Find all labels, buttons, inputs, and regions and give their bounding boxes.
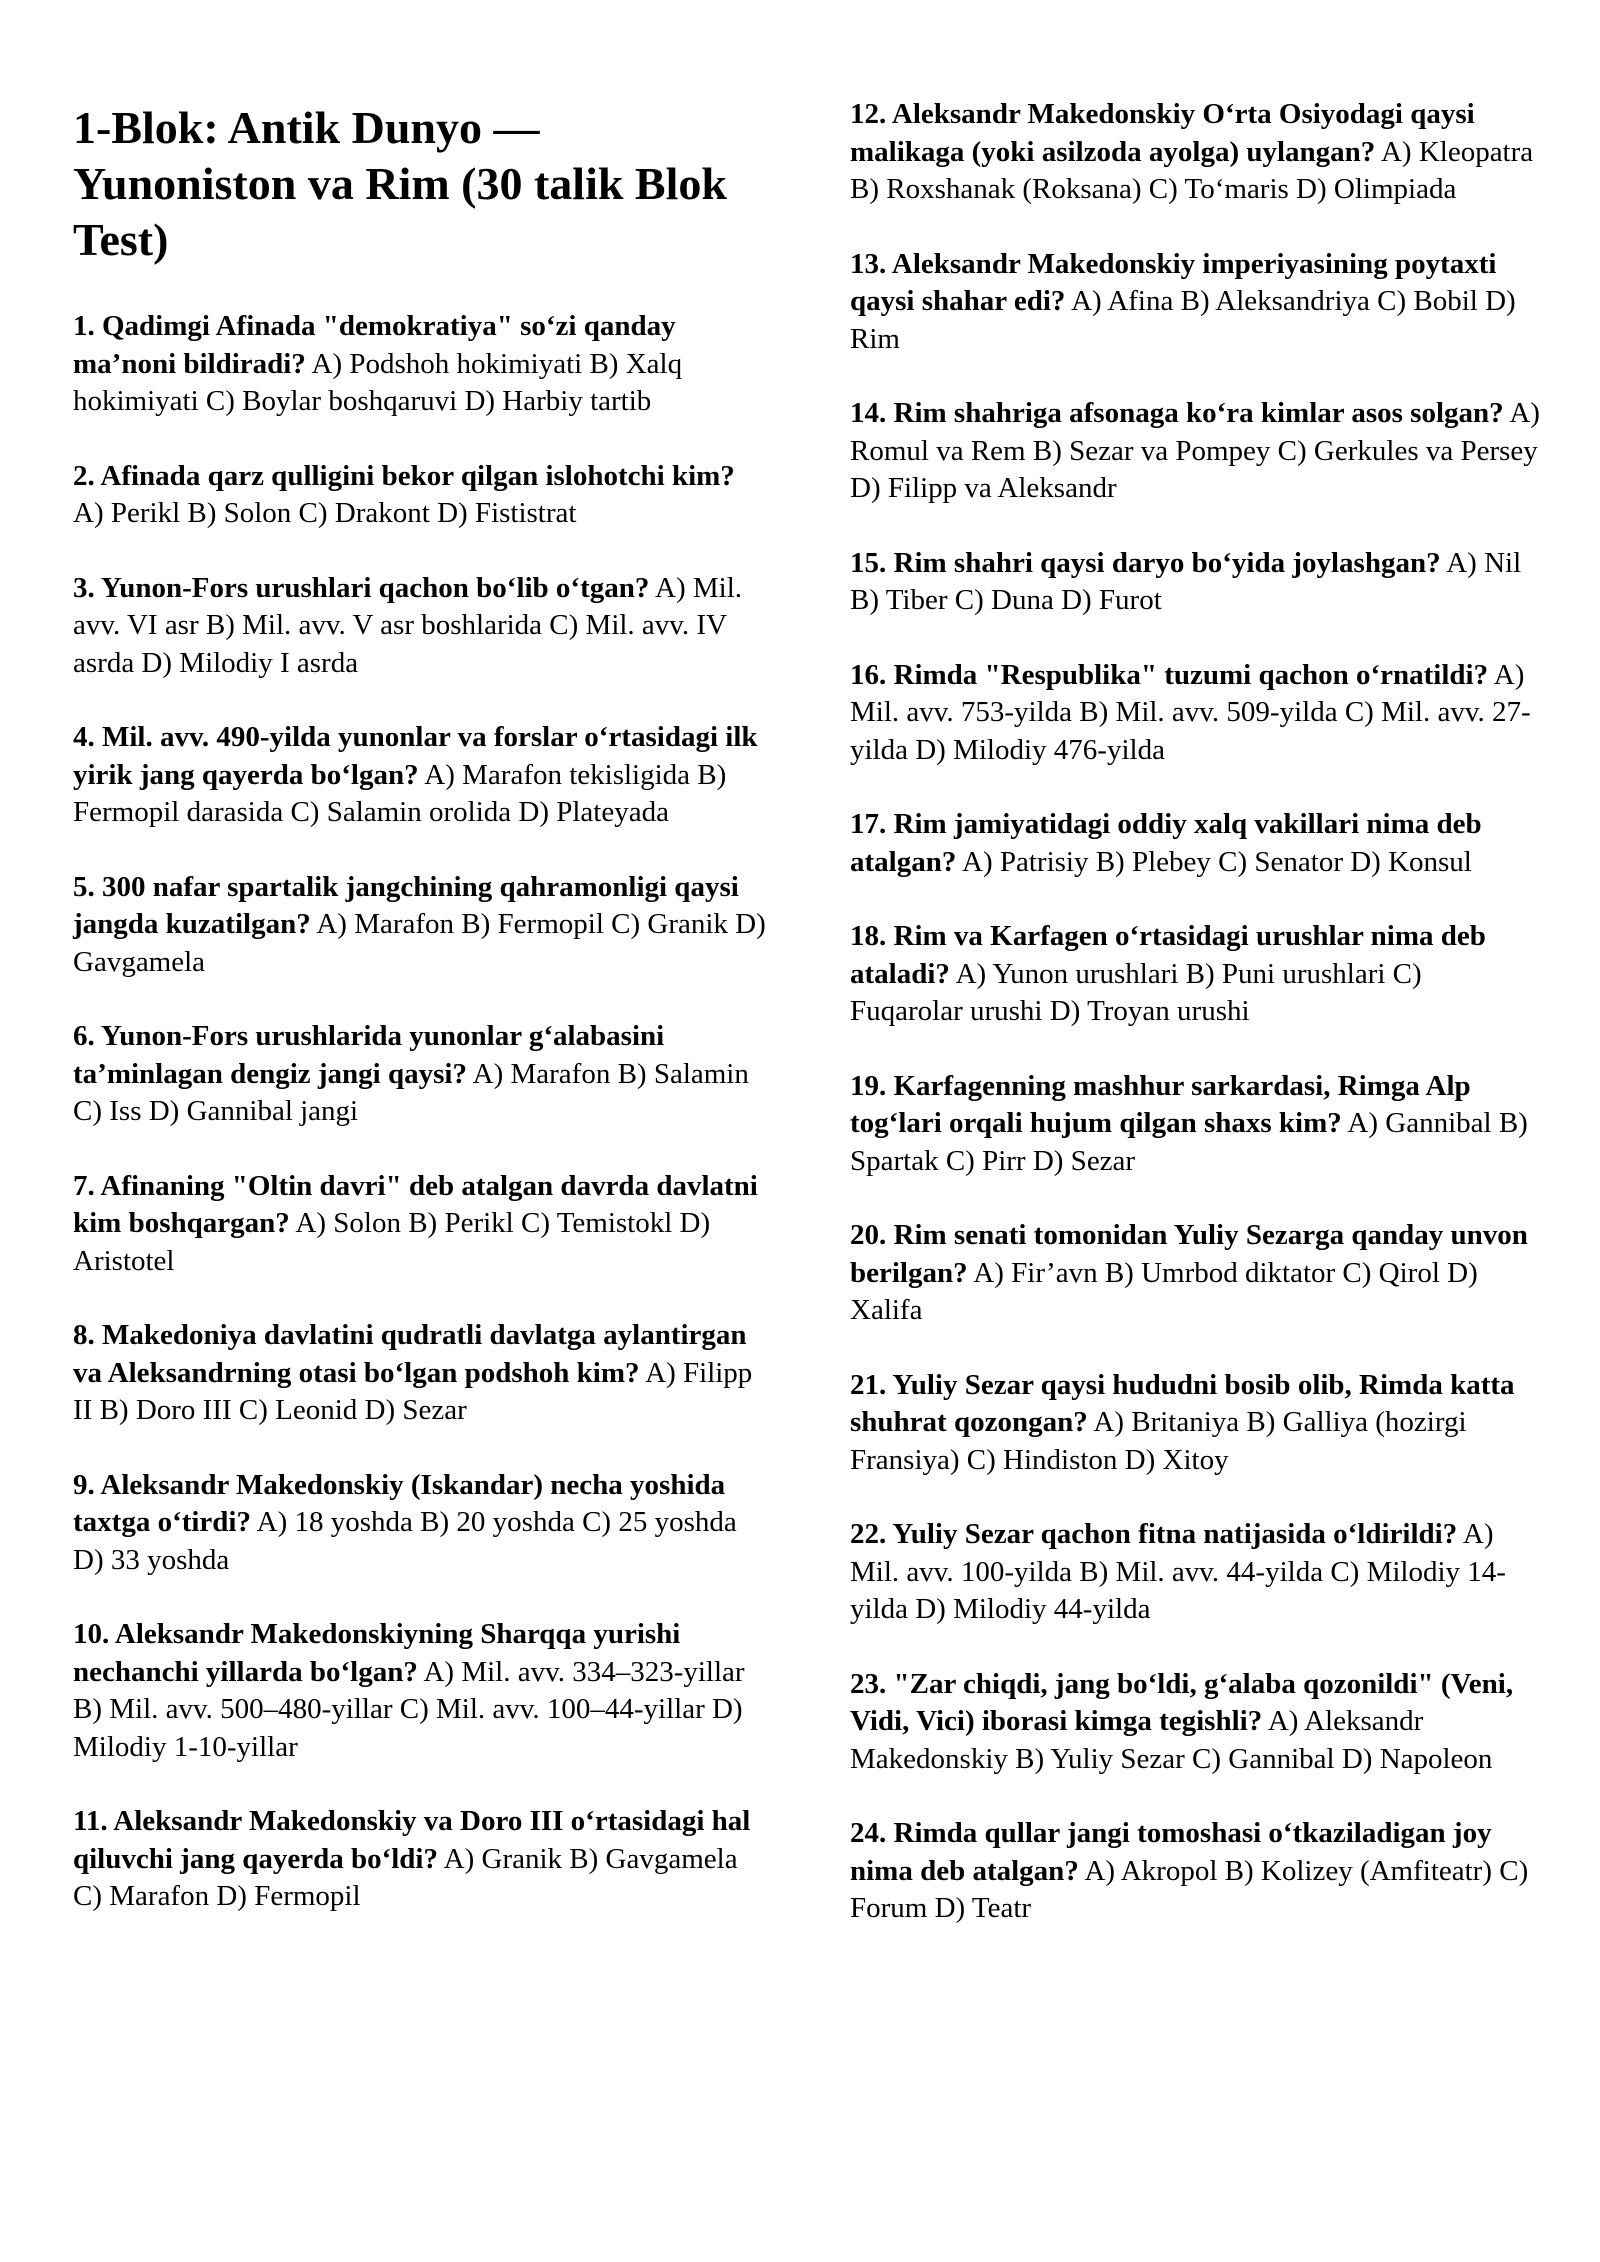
question-text: 22. Yuliy Sezar qachon fitna natijasida o‘ldirildi? <box>850 1518 1458 1550</box>
question-item <box>850 545 1540 620</box>
question-text: 12. Aleksandr Makedonskiy O‘rta Osiyodagi qaysi malikaga (yoki asilzoda ayolga) uylangan? <box>850 98 1475 168</box>
question-text: 10. Aleksandr Makedonskiyning Sharqqa yurishi nechanchi yillarda bo‘lgan? <box>73 1618 681 1688</box>
answer-options: A) Mil. avv. 100-yilda B) Mil. avv. 44-yilda C) Milodiy 14-yilda D) Milodiy 44-yilda <box>850 1518 1506 1625</box>
answer-options: A) Yunon urushlari B) Puni urushlari C) Fuqarolar urushi D) Troyan urushi <box>850 957 1422 1027</box>
answer-options: A) Romul va Rem B) Sezar va Pompey C) Gerkules va Persey D) Filipp va Aleksandr <box>850 397 1540 504</box>
answer-options: A) Akropol B) Kolizey (Amfiteatr) C) Forum D) Teatr <box>850 1854 1529 1924</box>
answer-options: A) Perikl B) Solon C) Drakont D) Fististrat <box>73 497 577 529</box>
answer-options: A) 18 yoshda B) 20 yoshda C) 25 yoshda D) 33 yoshda <box>73 1506 737 1576</box>
question-item <box>73 1616 768 1766</box>
answer-options: A) Marafon B) Fermopil C) Granik D) Gavgamela <box>73 908 766 978</box>
question-text: 20. Rim senati tomonidan Yuliy Sezarga qanday unvon berilgan? <box>850 1219 1528 1289</box>
answer-options: A) Patrisiy B) Plebey C) Senator D) Konsul <box>962 845 1472 878</box>
question-text: 9. Aleksandr Makedonskiy (Iskandar) necha yoshida taxtga o‘tirdi? <box>73 1468 726 1538</box>
question-text: 15. Rim shahri qaysi daryo bo‘yida joylashgan? <box>850 546 1441 579</box>
question-item <box>73 570 768 683</box>
question-text: 23. "Zar chiqdi, jang bo‘ldi, g‘alaba qozonildi" (Veni, Vidi, Vici) iborasi kimga tegishli? <box>850 1667 1514 1737</box>
question-item <box>850 918 1540 1031</box>
question-text: 6. Yunon-Fors urushlarida yunonlar g‘alabasini ta’minlagan dengiz jangi qaysi? <box>73 1020 665 1090</box>
question-item <box>73 1467 768 1580</box>
answer-options: A) Kleopatra B) Roxshanak (Roksana) C) To‘maris D) Olimpiada <box>850 135 1534 205</box>
question-item <box>73 869 768 982</box>
answer-options: A) Mil. avv. VI asr B) Mil. avv. V asr boshlarida C) Mil. avv. IV asrda D) Milodiy I asrda <box>73 571 743 679</box>
page-title: 1-Blok: Antik Dunyo — Yunoniston va Rim (30 talik Blok Test) <box>73 102 727 265</box>
question-text: 21. Yuliy Sezar qaysi hududni bosib olib, Rimda katta shuhrat qozongan? <box>850 1368 1515 1438</box>
question-item <box>850 806 1540 881</box>
question-text: 19. Karfagenning mashhur sarkardasi, Rimga Alp tog‘lari orqali hujum qilgan shaxs kim? <box>850 1069 1471 1139</box>
question-item <box>73 458 768 533</box>
answer-options: A) Gannibal B) Spartak C) Pirr D) Sezar <box>850 1107 1528 1177</box>
question-item <box>73 719 768 832</box>
question-text: 7. Afinaning "Oltin davri" deb atalgan davrda davlatni kim boshqargan? <box>73 1169 758 1239</box>
question-item <box>73 308 768 421</box>
answer-options: A) Granik B) Gavgamela C) Marafon D) Fermopil <box>73 1842 738 1912</box>
question-text: 2. Afinada qarz qulligini bekor qilgan islohotchi kim? <box>73 459 735 492</box>
question-item <box>850 1666 1540 1779</box>
answer-options: A) Nil B) Tiber C) Duna D) Furot <box>850 546 1522 616</box>
answer-options: A) Filipp II B) Doro III C) Leonid D) Sezar <box>73 1356 753 1426</box>
left-column <box>73 100 768 1953</box>
question-item <box>850 1367 1540 1480</box>
answer-options: A) Marafon B) Salamin C) Iss D) Gannibal jangi <box>73 1057 749 1127</box>
answer-options: A) Mil. avv. 334–323-yillar B) Mil. avv. 500–480-yillar C) Mil. avv. 100–44-yillar D) Milodiy 1-10-yillar <box>73 1655 745 1763</box>
question-text: 17. Rim jamiyatidagi oddiy xalq vakillari nima deb atalgan? <box>850 808 1482 878</box>
answer-options: A) Solon B) Perikl C) Temistokl D) Aristotel <box>73 1207 711 1277</box>
question-item <box>850 1068 1540 1181</box>
question-text: 14. Rim shahriga afsonaga ko‘ra kimlar asos solgan? <box>850 397 1504 429</box>
question-item <box>850 1815 1540 1928</box>
question-item <box>73 1803 768 1916</box>
question-text: 3. Yunon-Fors urushlari qachon bo‘lib o‘tgan? <box>73 571 650 604</box>
answer-options: A) Fir’avn B) Umrbod diktator C) Qirol D) Xalifa <box>850 1256 1478 1326</box>
question-text: 16. Rimda "Respublika" tuzumi qachon o‘rnatildi? <box>850 658 1489 691</box>
question-item <box>850 395 1540 508</box>
right-column <box>850 96 1540 1965</box>
answer-options: A) Britaniya B) Galliya (hozirgi Fransiya) C) Hindiston D) Xitoy <box>850 1406 1467 1476</box>
answer-options: A) Aleksandr Makedonskiy B) Yuliy Sezar C) Gannibal D) Napoleon <box>850 1705 1493 1775</box>
question-text: 18. Rim va Karfagen o‘rtasidagi urushlar nima deb ataladi? <box>850 920 1486 990</box>
answer-options: A) Mil. avv. 753-yilda B) Mil. avv. 509-yilda C) Mil. avv. 27-yilda D) Milodiy 476-yilda <box>850 658 1531 766</box>
question-item <box>850 1217 1540 1330</box>
question-item <box>73 1018 768 1131</box>
answer-options: A) Podshoh hokimiyati B) Xalq hokimiyati C) Boylar boshqaruvi D) Harbiy tartib <box>73 347 683 417</box>
question-text: 13. Aleksandr Makedonskiy imperiyasining poytaxti qaysi shahar edi? <box>850 247 1497 317</box>
question-item <box>73 1168 768 1281</box>
question-text: 24. Rimda qullar jangi tomoshasi o‘tkaziladigan joy nima deb atalgan? <box>850 1817 1492 1887</box>
answer-options: A) Afina B) Aleksandriya C) Bobil D) Rim <box>850 285 1516 355</box>
answer-options: A) Marafon tekisligida B) Fermopil darasida C) Salamin orolida D) Plateyada <box>73 758 727 828</box>
question-text: 4. Mil. avv. 490-yilda yunonlar va forslar o‘rtasidagi ilk yirik jang qayerda bo‘lgan? <box>73 721 758 791</box>
question-text: 11. Aleksandr Makedonskiy va Doro III o‘rtasidagi hal qiluvchi jang qayerda bo‘ldi? <box>73 1805 751 1875</box>
question-text: 5. 300 nafar spartalik jangchining qahramonligi qaysi jangda kuzatilgan? <box>73 870 739 940</box>
question-item <box>73 1317 768 1430</box>
question-item <box>850 246 1540 359</box>
question-item <box>850 657 1540 770</box>
question-text: 1. Qadimgi Afinada "demokratiya" so‘zi qanday ma’noni bildiradi? <box>73 310 676 380</box>
question-item <box>850 96 1540 209</box>
question-item <box>850 1516 1540 1629</box>
question-text: 8. Makedoniya davlatini qudratli davlatga aylantirgan va Aleksandrning otasi bo‘lgan podshoh kim? <box>73 1319 747 1389</box>
